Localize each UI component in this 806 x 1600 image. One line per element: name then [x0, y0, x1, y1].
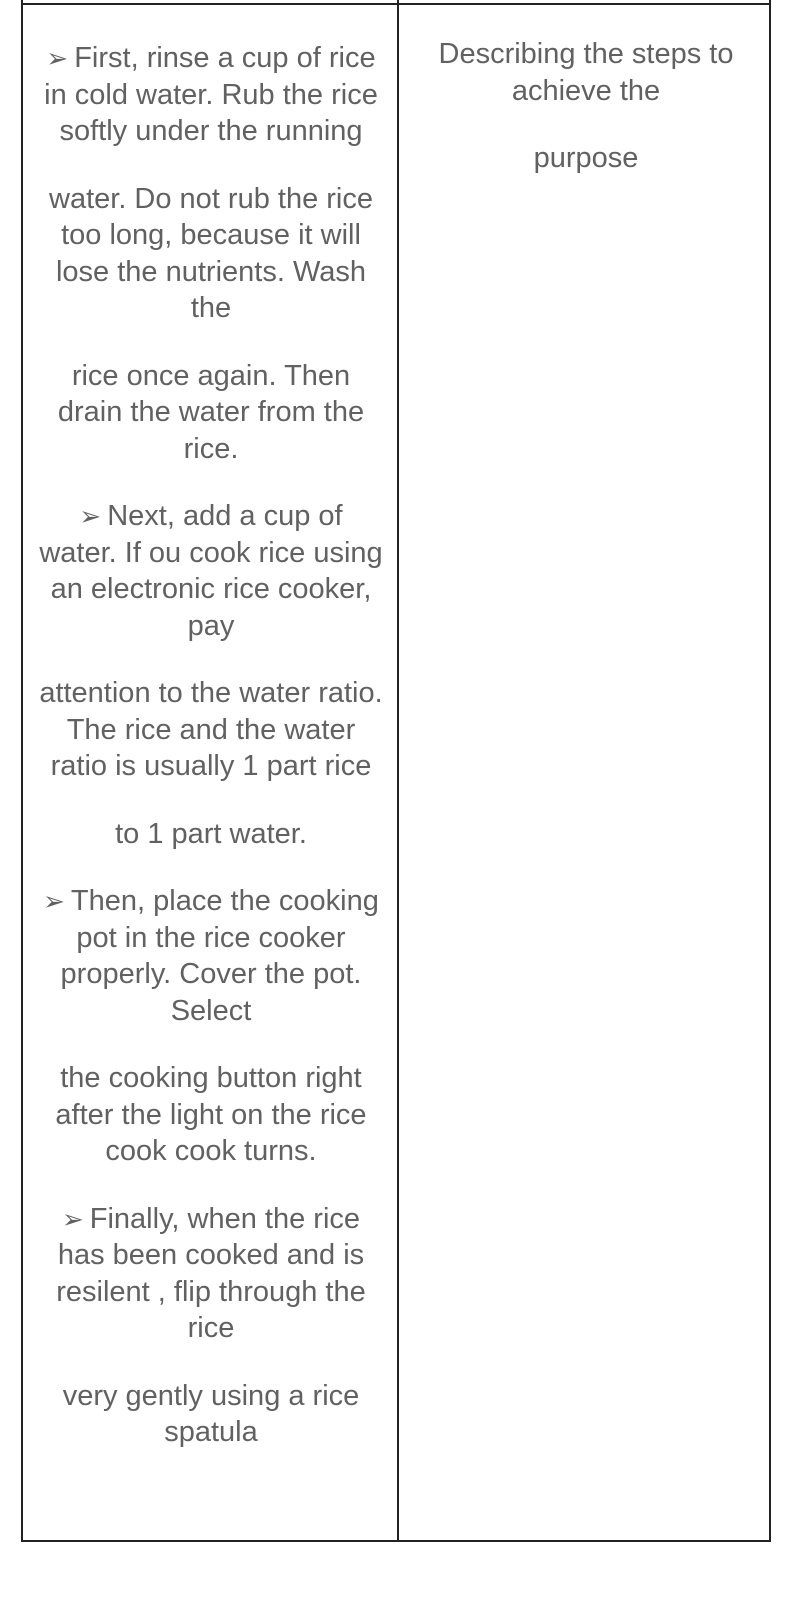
purpose-gap [411, 109, 761, 140]
step-paragraph: attention to the water ratio. The rice and the water ratio is usually 1 part rice [39, 677, 383, 782]
procedure-table [21, 0, 771, 1542]
column-divider [397, 0, 399, 1540]
purpose-column [411, 36, 761, 177]
step-paragraph: ➢ Finally, when the rice has been cooked and is resilent , flip through the rice [56, 1202, 366, 1344]
step-paragraph: water. Do not rub the rice too long, because it will lose the nutrients. Wash the [49, 182, 373, 324]
steps-column [37, 40, 385, 1482]
arrow-bullet-icon: ➢ [61, 1203, 84, 1234]
purpose-text-line: Describing the steps to achieve the [438, 38, 734, 107]
step-paragraph: to 1 part water. [115, 817, 307, 850]
purpose-text-line: purpose [533, 142, 639, 174]
arrow-bullet-icon: ➢ [46, 43, 69, 73]
arrow-bullet-icon: ➢ [43, 886, 65, 916]
step-paragraph: very gently using a rice spatula [62, 1379, 360, 1448]
table-top-border [23, 3, 769, 5]
step-paragraph: the cooking button right after the light on the rice cook cook turns. [55, 1062, 367, 1167]
step-paragraph: rice once again. Then drain the water from the rice. [57, 359, 365, 465]
step-paragraph: ➢ First, rinse a cup of rice in cold water. Rub the rice softly under the running [44, 42, 378, 147]
arrow-bullet-icon: ➢ [79, 501, 102, 531]
step-paragraph: ➢ Then, place the cooking pot in the rice cooker properly. Cover the pot. Select [43, 885, 379, 1027]
step-paragraph: ➢ Next, add a cup of water. If ou cook rice using an electronic rice cooker, pay [39, 500, 383, 642]
